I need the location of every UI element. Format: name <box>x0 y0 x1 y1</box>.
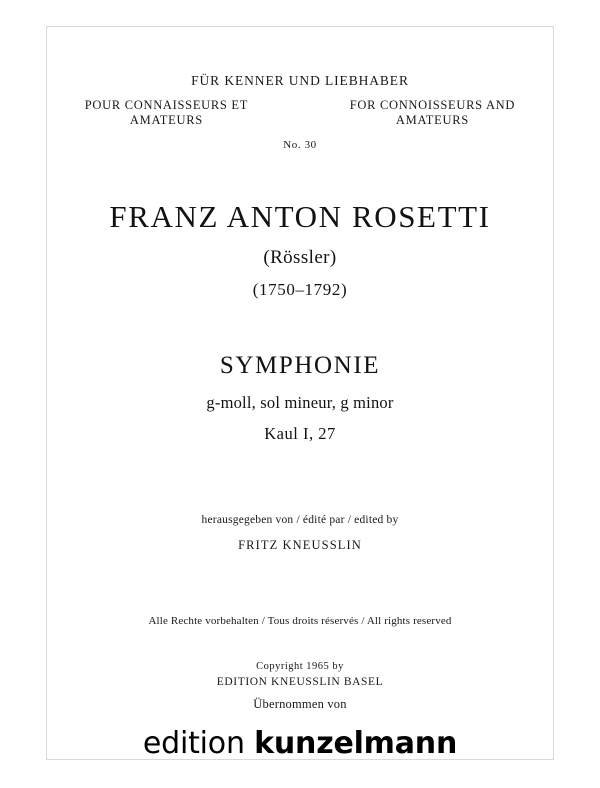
original-publisher: EDITION KNEUSSLIN BASEL <box>216 676 384 688</box>
publisher-logo-prefix: edition <box>142 726 255 761</box>
rights-reserved-notice: Alle Rechte vorbehalten / Tous droits réservés / All rights reserved <box>148 615 452 627</box>
series-title: FÜR KENNER UND LIEBHABER <box>191 73 409 88</box>
composer-dates: (1750–1792) <box>252 280 348 299</box>
cover-sheet <box>46 26 554 760</box>
taken-over-notice: Übernommen von <box>253 697 347 711</box>
series-subtitle-english: FOR CONNOISSEURS AND AMATEURS <box>349 98 516 127</box>
publisher-logo-name: kunzelmann <box>254 726 458 761</box>
publisher-logo <box>47 726 553 761</box>
copyright-notice: Copyright 1965 by <box>256 661 344 672</box>
work-key: g-moll, sol mineur, g minor <box>206 393 394 412</box>
series-number: No. 30 <box>283 139 317 151</box>
composer-alt-name: (Rössler) <box>263 247 337 268</box>
series-subtitles <box>47 98 553 128</box>
series-subtitle-french: POUR CONNAISSEURS ET AMATEURS <box>84 98 249 127</box>
cover-content <box>47 27 553 761</box>
series-header <box>47 73 553 151</box>
work-title: SYMPHONIE <box>219 352 381 379</box>
work-catalogue-number: Kaul I, 27 <box>264 424 336 443</box>
composer-name: FRANZ ANTON ROSETTI <box>109 199 491 234</box>
editor-credit-line: herausgegeben von / édité par / edited by <box>201 514 399 526</box>
editor-name: FRITZ KNEUSSLIN <box>238 538 362 552</box>
